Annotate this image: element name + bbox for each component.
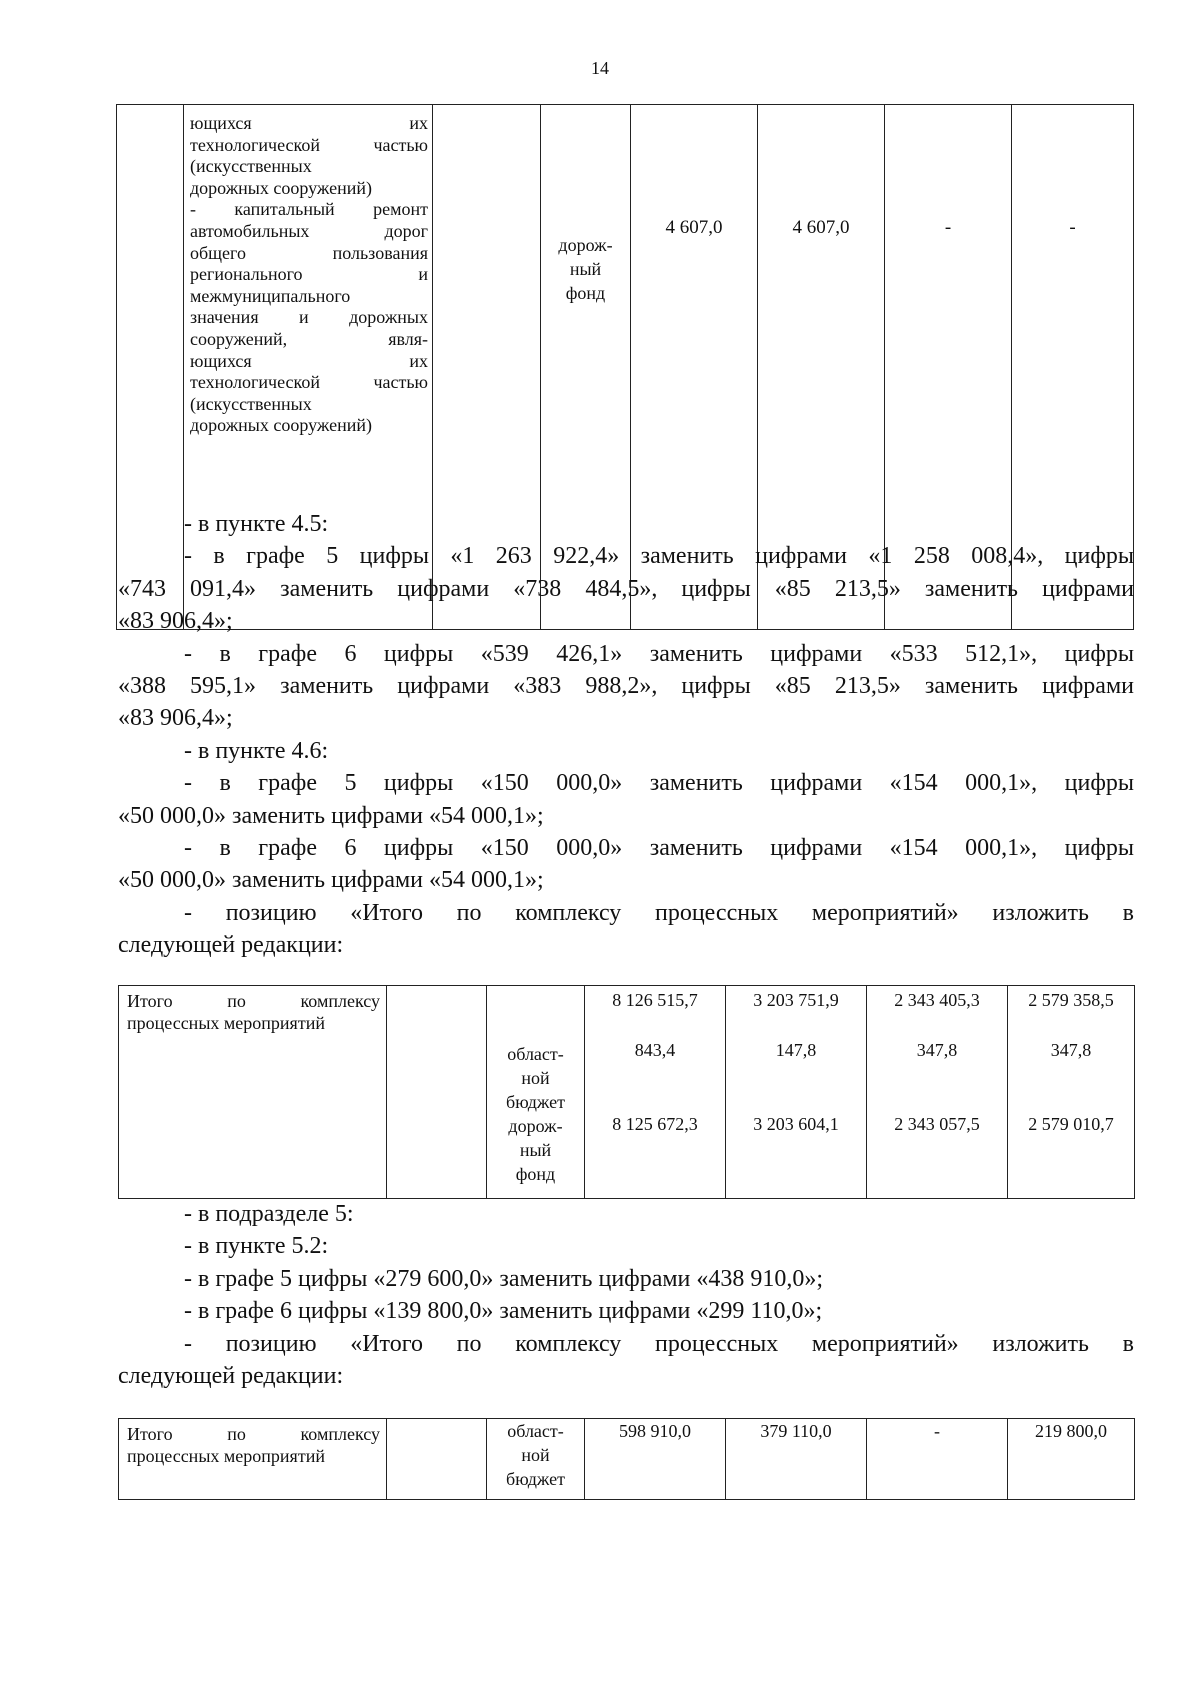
totals-name-line: Итого по комплексу — [127, 1424, 380, 1444]
value-column — [867, 986, 1008, 1199]
paragraph: - в графе 6 цифры «139 800,0» заменить цифрами «299 110,0»; — [184, 1298, 823, 1325]
empty-cell — [387, 1419, 487, 1500]
source-line: бюджет — [506, 1469, 565, 1489]
paragraph-line: - в графе 5 цифры «1 263 922,4» заменить цифрами «1 258 008,4», цифры — [184, 543, 1134, 570]
source-line: ный — [569, 259, 602, 279]
description-line: технологической частью — [190, 372, 428, 393]
description-line: (искусственных — [190, 156, 312, 177]
total-value: 2 579 358,5 — [1028, 990, 1114, 1010]
paragraph-line: «83 906,4»; — [118, 705, 233, 732]
totals-name-line: процессных мероприятий — [127, 1013, 325, 1033]
paragraph-line: «83 906,4»; — [118, 608, 233, 635]
amendments-section-5 — [118, 1198, 1134, 1392]
road-fund-value: 8 125 672,3 — [612, 1114, 698, 1134]
value-cell: 4 607,0 — [631, 105, 758, 630]
page-number: 14 — [591, 58, 609, 78]
table-row — [119, 986, 1135, 1199]
description-line: дорожных сооружений) — [190, 177, 372, 198]
totals-table-section-5 — [118, 1418, 1135, 1500]
description-line: - капитальный ремонт — [190, 199, 428, 220]
funding-source-cell — [487, 1419, 585, 1500]
description-line: (искусственных — [190, 393, 312, 414]
regional-budget-value: 147,8 — [775, 1040, 817, 1060]
paragraph: - в пункте 4.5: — [184, 511, 329, 537]
value-cell: - — [885, 105, 1012, 630]
value-cell: 219 800,0 — [1008, 1419, 1135, 1500]
source-line: дорож- — [508, 1116, 563, 1136]
empty-cell — [387, 986, 487, 1199]
paragraph-line: «743 091,4» заменить цифрами «738 484,5», цифры «85 213,5» заменить цифрами — [118, 575, 1134, 602]
regional-budget-value: 347,8 — [1050, 1040, 1092, 1060]
totals-name-line: Итого по комплексу — [127, 991, 380, 1011]
source-line: фонд — [565, 283, 606, 303]
regional-budget-value: 843,4 — [634, 1040, 676, 1060]
source-line: фонд — [515, 1164, 556, 1184]
paragraph: - в пункте 5.2: — [184, 1233, 329, 1260]
totals-name-cell — [119, 1419, 387, 1500]
totals-name-cell — [119, 986, 387, 1199]
paragraph-line: - позицию «Итого по комплексу процессных мероприятий» изложить в — [184, 899, 1134, 926]
paragraph-line: «50 000,0» заменить цифрами «54 000,1»; — [118, 867, 544, 894]
value-cell: 4 607,0 — [758, 105, 885, 630]
regional-budget-value: 347,8 — [916, 1040, 958, 1060]
description-line: ющихся их — [190, 350, 428, 371]
value-cell: 379 110,0 — [726, 1419, 867, 1500]
amendments-section-4 — [118, 508, 1134, 962]
total-value: 2 343 405,3 — [894, 990, 980, 1010]
source-line: област- — [507, 1044, 564, 1064]
source-line: дорож- — [558, 235, 613, 255]
value-column — [1008, 986, 1135, 1199]
value-column — [585, 986, 726, 1199]
road-fund-value: 2 343 057,5 — [894, 1114, 980, 1134]
paragraph-line: - в графе 5 цифры «150 000,0» заменить цифрами «154 000,1», цифры — [184, 770, 1134, 797]
totals-table-section-4 — [118, 985, 1135, 1199]
source-line: ный — [519, 1140, 552, 1160]
source-line: ной — [521, 1068, 550, 1088]
paragraph-line: следующей редакции: — [118, 932, 344, 959]
source-line: ной — [521, 1445, 550, 1465]
value-cell: - — [1012, 105, 1134, 630]
paragraph: - в подразделе 5: — [184, 1201, 354, 1227]
totals-name-line: процессных мероприятий — [127, 1446, 325, 1466]
paragraph-line: «50 000,0» заменить цифрами «54 000,1»; — [118, 802, 544, 829]
paragraph-line: «388 595,1» заменить цифрами «383 988,2», цифры «85 213,5» заменить цифрами — [118, 673, 1134, 700]
paragraph: - в графе 5 цифры «279 600,0» заменить цифрами «438 910,0»; — [184, 1265, 824, 1292]
paragraph-line: следующей редакции: — [118, 1363, 344, 1390]
paragraph-line: - позицию «Итого по комплексу процессных мероприятий» изложить в — [184, 1330, 1134, 1357]
paragraph: - в пункте 4.6: — [184, 737, 329, 764]
description-line: регионального и — [190, 264, 428, 285]
road-fund-value: 3 203 604,1 — [753, 1114, 839, 1134]
description-line: автомобильных дорог — [190, 220, 428, 241]
table-row — [119, 1419, 1135, 1500]
paragraph-line: - в графе 6 цифры «539 426,1» заменить цифрами «533 512,1», цифры — [184, 640, 1134, 667]
source-line: бюджет — [506, 1092, 565, 1112]
paragraph-line: - в графе 6 цифры «150 000,0» заменить цифрами «154 000,1», цифры — [184, 835, 1134, 862]
value-cell: - — [867, 1419, 1008, 1500]
total-value: 8 126 515,7 — [612, 990, 698, 1010]
description-line: общего пользования — [190, 242, 428, 263]
description-line: сооружений, явля- — [190, 328, 428, 349]
value-column — [726, 986, 867, 1199]
source-line: област- — [507, 1421, 564, 1441]
road-fund-value: 2 579 010,7 — [1028, 1114, 1114, 1134]
description-line: значения и дорожных — [190, 307, 428, 328]
value-cell: 598 910,0 — [585, 1419, 726, 1500]
description-line: ющихся их — [190, 113, 428, 133]
description-line: технологической частью — [190, 134, 428, 155]
total-value: 3 203 751,9 — [753, 990, 839, 1010]
description-line: дорожных сооружений) — [190, 415, 372, 436]
description-line: межмуниципального — [190, 285, 351, 306]
funding-source-cell — [487, 986, 585, 1199]
